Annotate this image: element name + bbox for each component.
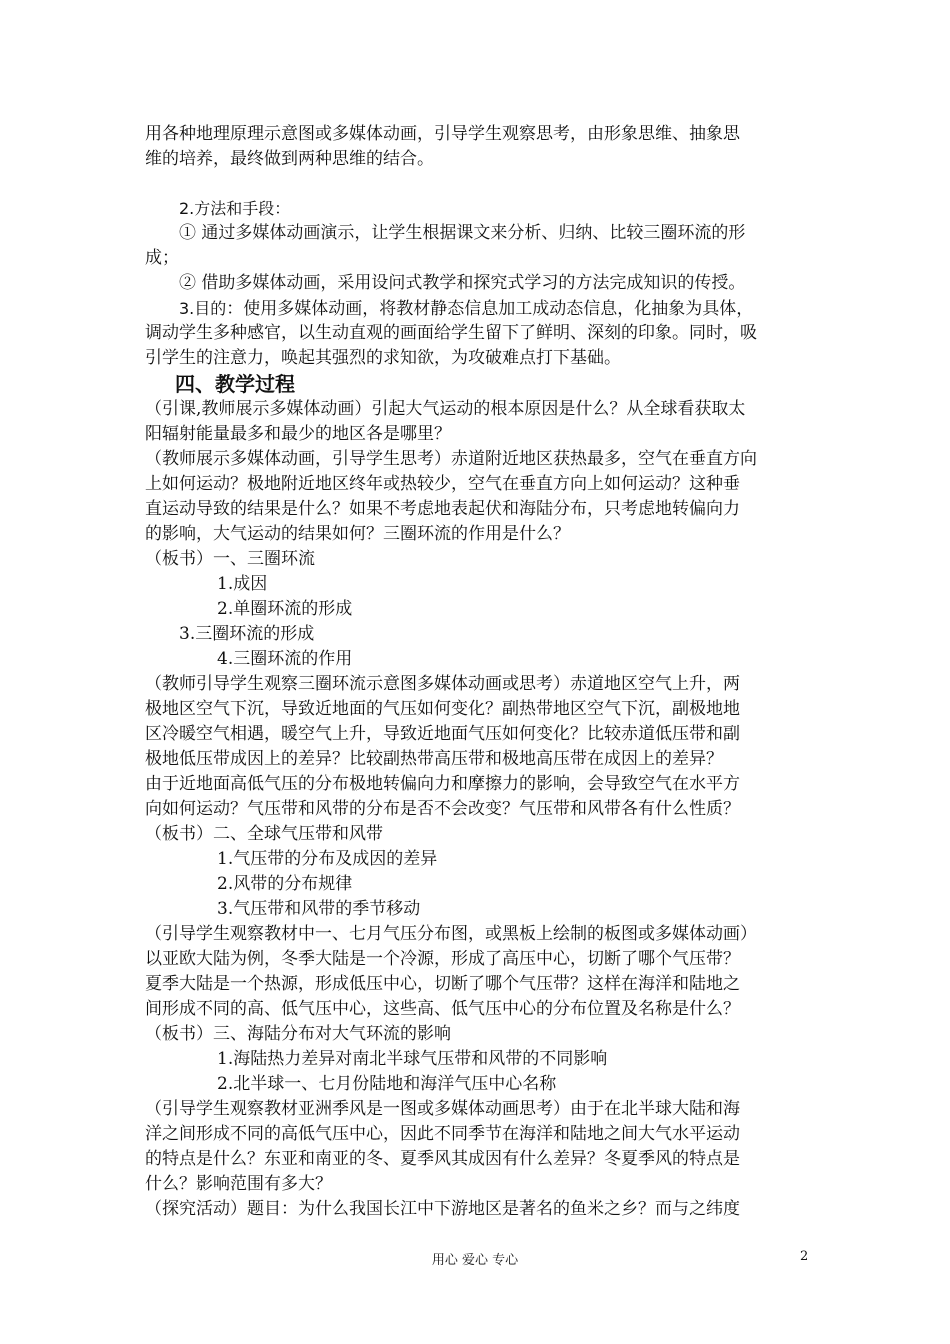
- text-line: （引导学生观察教材中一、七月气压分布图，或黑板上绘制的板图或多媒体动画）: [145, 924, 757, 944]
- text-line: （引导学生观察教材亚洲季风是一图或多媒体动画思考）由于在北半球大陆和海: [145, 1099, 740, 1119]
- outline-item: 1.成因: [217, 574, 268, 594]
- text-line: 夏季大陆是一个热源，形成低压中心，切断了哪个气压带？这样在海洋和陆地之: [145, 974, 740, 994]
- text-line: 上如何运动？极地附近地区终年或热较少，空气在垂直方向上如何运动？这种垂: [145, 474, 740, 494]
- section-heading: 四、教学过程: [175, 372, 295, 396]
- board-note: （板书）一、三圈环流: [145, 549, 315, 569]
- text-line: 洋之间形成不同的高低气压中心，因此不同季节在海洋和陆地之间大气水平运动: [145, 1124, 740, 1144]
- text-line: （探究活动）题目：为什么我国长江中下游地区是著名的鱼米之乡？而与之纬度: [145, 1199, 740, 1219]
- text-line: 的特点是什么？东亚和南亚的冬、夏季风其成因有什么差异？冬夏季风的特点是: [145, 1149, 740, 1169]
- text-line: [145, 296, 813, 321]
- text-line: （教师展示多媒体动画，引导学生思考）赤道附近地区获热最多，空气在垂直方向: [145, 449, 757, 469]
- outline-item: 2.北半球一、七月份陆地和海洋气压中心名称: [217, 1074, 557, 1094]
- text-line: 极地区空气下沉，导致近地面的气压如何变化？副热带地区空气下沉，副极地地: [145, 699, 740, 719]
- board-note: （板书）三、海陆分布对大气环流的影响: [145, 1024, 451, 1044]
- text-line: 用各种地理原理示意图或多媒体动画，引导学生观察思考，由形象思维、抽象思: [145, 124, 740, 144]
- text-line: 维的培养，最终做到两种思维的结合。: [145, 149, 434, 169]
- outline-item: 1.气压带的分布及成因的差异: [217, 849, 438, 869]
- text-line: ① 通过多媒体动画演示，让学生根据课文来分析、归纳、比较三圈环流的形: [179, 223, 746, 243]
- text-line: 极地低压带成因上的差异？比较副热带高压带和极地高压带在成因上的差异？: [145, 749, 723, 769]
- text-line: 以亚欧大陆为例，冬季大陆是一个冷源，形成了高压中心，切断了哪个气压带？: [145, 949, 740, 969]
- footer-motto: 用心 爱心 专心: [431, 1253, 519, 1268]
- text-line: 由于近地面高低气压的分布极地转偏向力和摩擦力的影响，会导致空气在水平方: [145, 774, 740, 794]
- text-line: 区冷暖空气相遇，暖空气上升，导致近地面气压如何变化？比较赤道低压带和副: [145, 724, 740, 744]
- text-line: （引课,教师展示多媒体动画）引起大气运动的根本原因是什么？从全球看获取太: [145, 399, 746, 419]
- text-line: 的影响，大气运动的结果如何？三圈环流的作用是什么？: [145, 524, 570, 544]
- outline-item: 3.气压带和风带的季节移动: [217, 899, 421, 919]
- subsection-title: 2.方法和手段：: [179, 199, 291, 218]
- text-line: 引学生的注意力，唤起其强烈的求知欲，为攻破难点打下基础。: [145, 348, 621, 368]
- outline-item: 3.三圈环流的形成: [179, 624, 315, 644]
- outline-item: 1.海陆热力差异对南北半球气压带和风带的不同影响: [217, 1049, 608, 1069]
- text-line: 阳辐射能量最多和最少的地区各是哪里？: [145, 424, 451, 444]
- text-line: （教师引导学生观察三圈环流示意图多媒体动画或思考）赤道地区空气上升，两: [145, 674, 740, 694]
- text-line: 向如何运动？气压带和风带的分布是否不会改变？气压带和风带各有什么性质？: [145, 799, 740, 819]
- purpose-text: ：使用多媒体动画，将教材静态信息加工成动态信息，化抽象为具体，: [226, 299, 754, 319]
- text-line: 调动学生多种感官，以生动直观的画面给学生留下了鲜明、深刻的印象。同时，吸: [145, 323, 757, 343]
- page-number: 2: [800, 1249, 809, 1264]
- outline-item: 4.三圈环流的作用: [217, 649, 353, 669]
- text-line: 成；: [145, 248, 179, 268]
- purpose-label: 3.目的: [179, 299, 227, 318]
- text-line: 什么？影响范围有多大？: [145, 1174, 332, 1194]
- text-line: ② 借助多媒体动画，采用设问式教学和探究式学习的方法完成知识的传授。: [179, 273, 746, 293]
- text-line: 间形成不同的高、低气压中心，这些高、低气压中心的分布位置及名称是什么？: [145, 999, 740, 1019]
- text-line: 直运动导致的结果是什么？如果不考虑地表起伏和海陆分布，只考虑地转偏向力: [145, 499, 740, 519]
- outline-item: 2.风带的分布规律: [217, 874, 353, 894]
- document-page: [145, 122, 813, 1222]
- outline-item: 2.单圈环流的形成: [217, 599, 353, 619]
- board-note: （板书）二、全球气压带和风带: [145, 824, 383, 844]
